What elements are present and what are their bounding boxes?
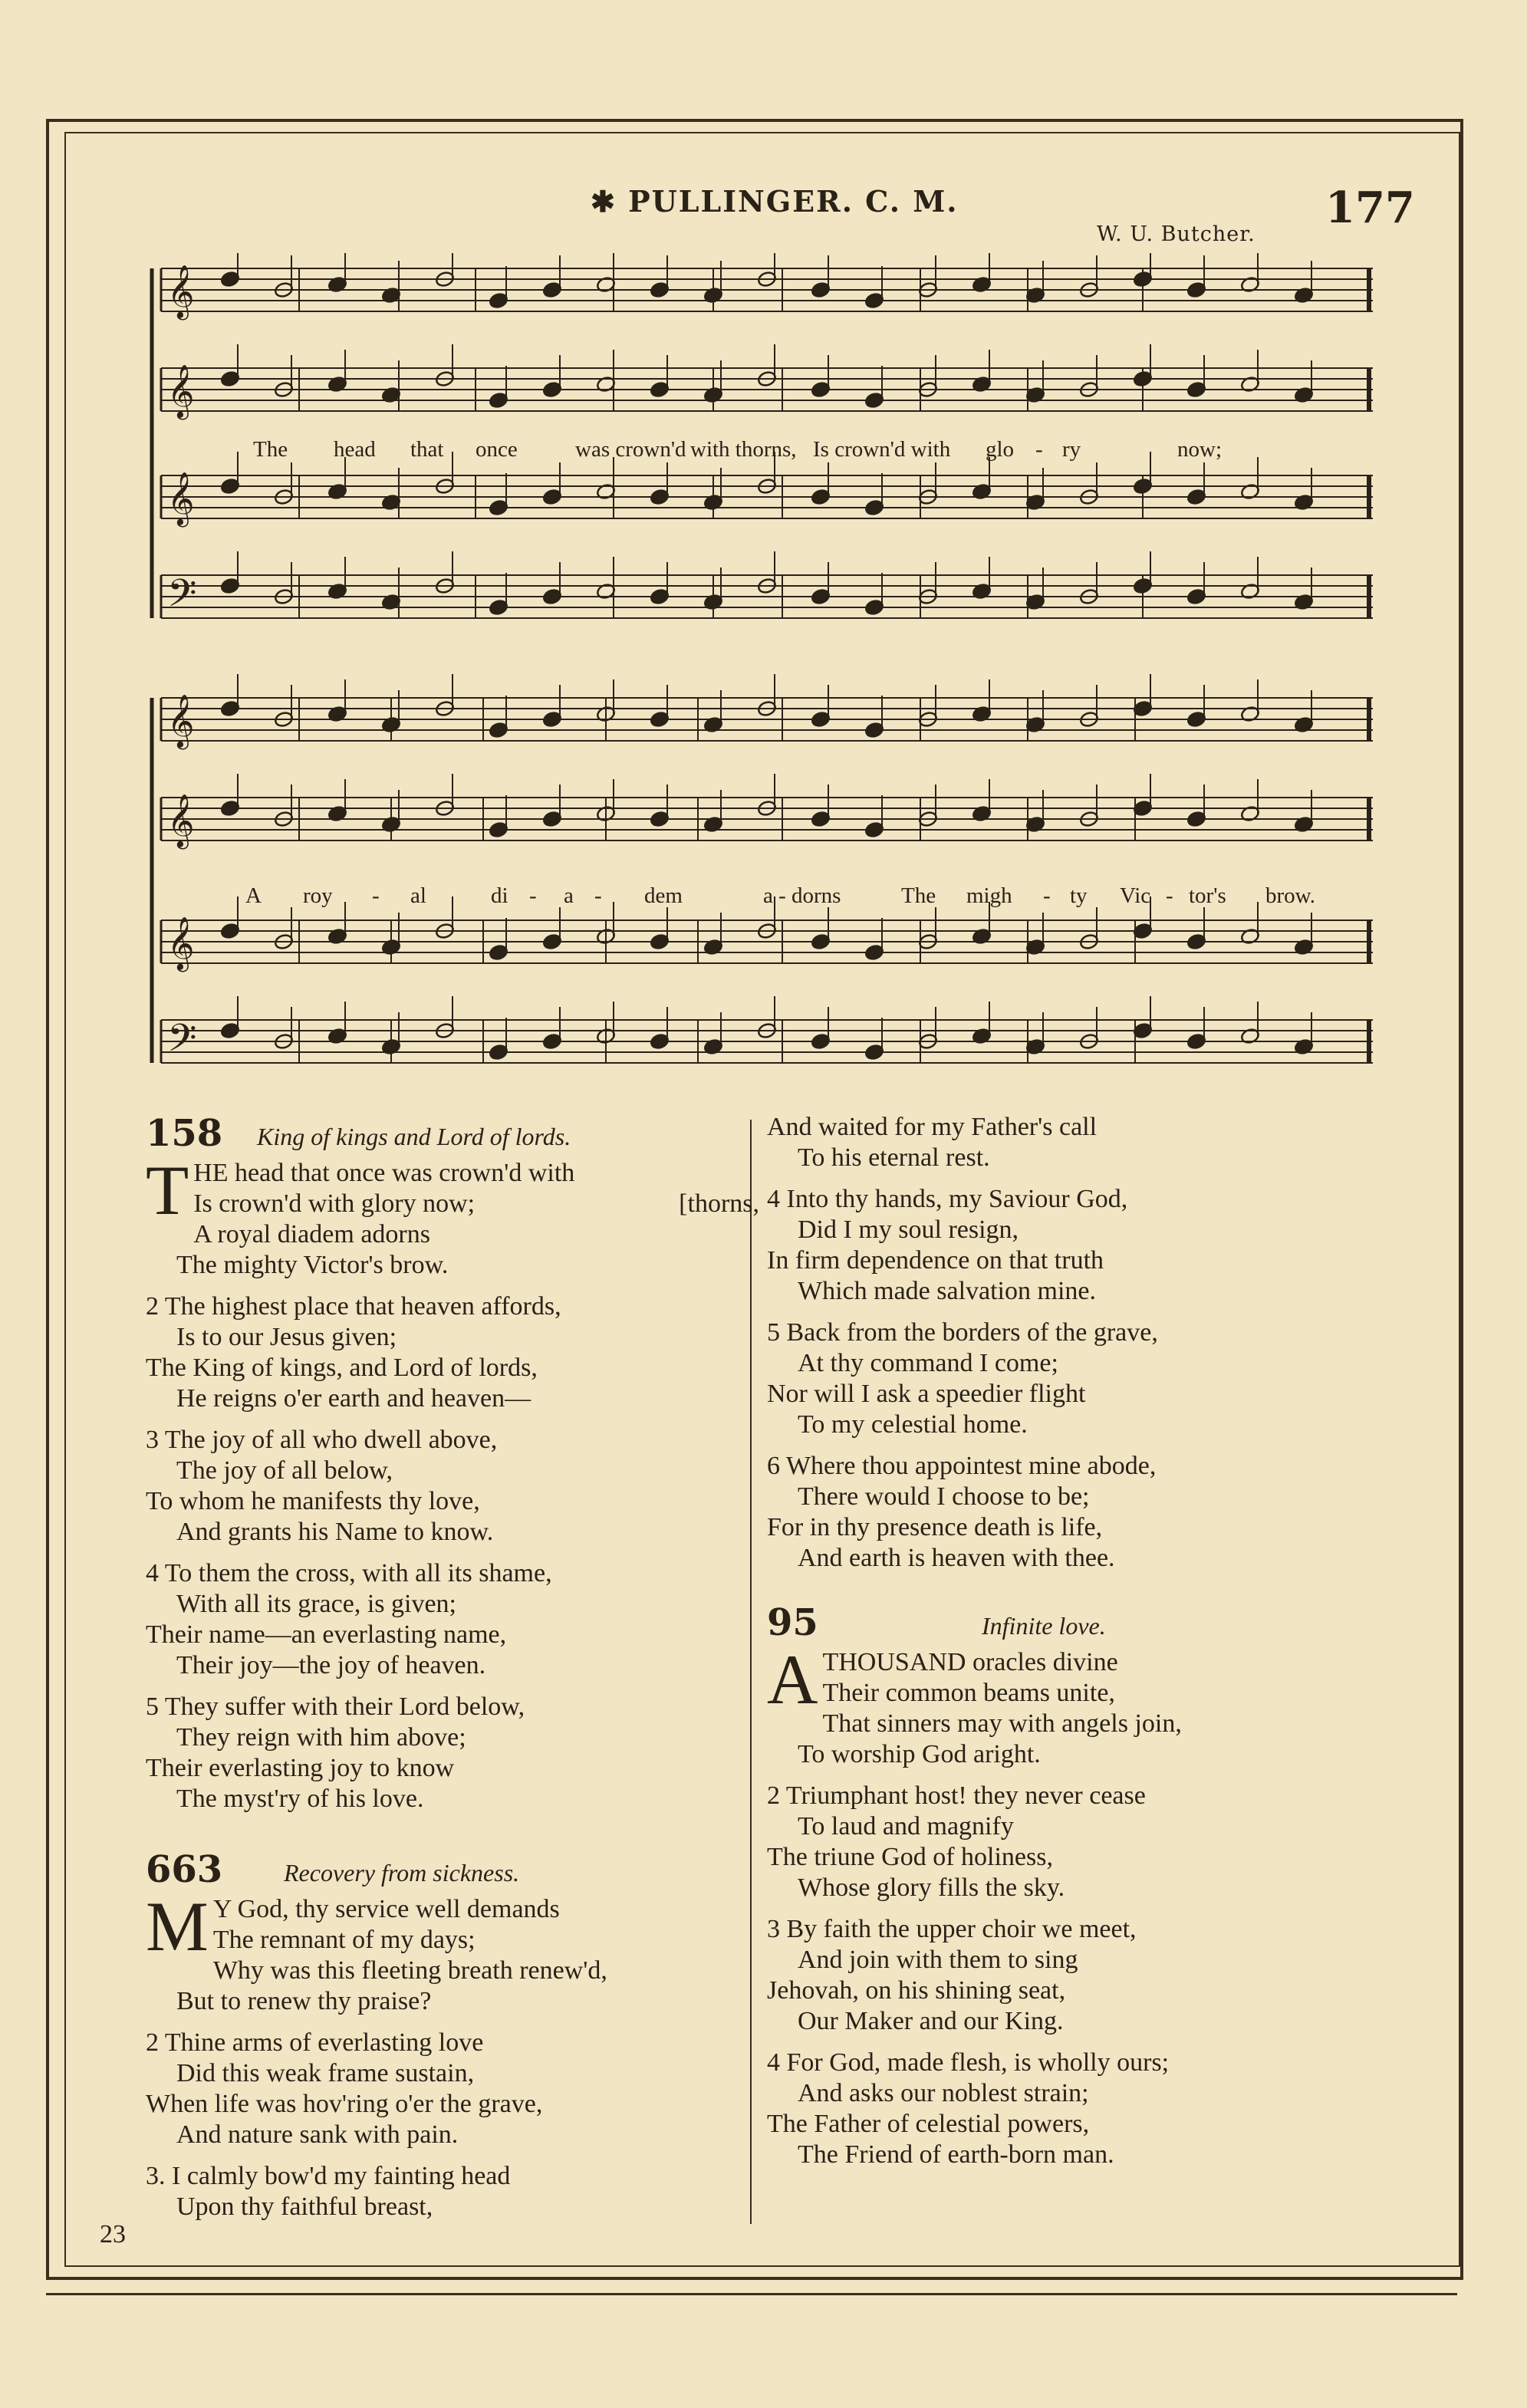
hymn-663-continued (767, 1112, 1319, 1574)
verse-line: 2 The highest place that heaven affords, (146, 1292, 561, 1321)
verse-line: Their name—an everlasting name, (146, 1620, 507, 1649)
hymn-number: 663 (146, 1848, 223, 1891)
verse-line: Did I my soul resign, (798, 1216, 1019, 1244)
bottom-rule (46, 2293, 1457, 2295)
stanza (767, 1451, 1319, 1574)
verse-line: 5 They suffer with their Lord below, (146, 1693, 525, 1721)
verse-line: To my celestial home. (798, 1410, 1028, 1439)
treble-clef-icon: 𝄞 (167, 916, 195, 970)
verse-line: To whom he manifests thy love, (146, 1487, 480, 1515)
verse-line: The Friend of earth-born man. (798, 2140, 1114, 2169)
hymn-heading (767, 1601, 1319, 1647)
score-staves (146, 253, 1388, 1097)
drop-cap: T (146, 1151, 189, 1229)
lyric-syllable: glo (986, 437, 1015, 462)
verse-line: The mighty Victor's brow. (176, 1251, 449, 1279)
verse-line: And join with them to sing (798, 1946, 1078, 1974)
verse-line: The remnant of my days; (212, 1926, 476, 1954)
stanza (146, 1692, 759, 1814)
lyric-syllable: dem (644, 883, 683, 908)
verse-line: 3 By faith the upper choir we meet, (767, 1915, 1137, 1943)
verse-line: Y God, thy service well demands (212, 1895, 560, 1923)
lyric-syllable: that (410, 437, 444, 462)
lyric-syllable: A (245, 883, 262, 908)
lyric-syllable: brow. (1265, 883, 1315, 908)
verse-line: Is crown'd with glory now; (193, 1189, 476, 1218)
verse-line: To worship God aright. (798, 1740, 1041, 1768)
lyric-syllable: a (564, 883, 574, 908)
lyric-syllable: roy (303, 883, 333, 908)
verse-line: And earth is heaven with thee. (798, 1544, 1115, 1572)
stanza (767, 1640, 1319, 1770)
lyric-syllable: - (372, 883, 380, 908)
stanza (146, 1291, 759, 1414)
stanza (767, 2048, 1319, 2170)
lyric-syllable: tor's (1189, 883, 1226, 908)
verse-line-overflow: [thorns, (679, 1189, 759, 1218)
bass-clef-icon: 𝄢 (167, 571, 197, 625)
verse-line: At thy command I come; (798, 1349, 1058, 1377)
verse-line: That sinners may with angels join, (822, 1709, 1182, 1738)
verse-line: 4 To them the cross, with all its shame, (146, 1559, 552, 1587)
verse-line: THOUSAND oracles divine (822, 1648, 1118, 1676)
verse-line: 2 Thine arms of everlasting love (146, 2028, 484, 2057)
verse-line: Our Maker and our King. (798, 2007, 1064, 2035)
stanza (767, 1112, 1319, 1173)
verse-line: Why was this fleeting breath renew'd, (212, 1956, 607, 1985)
verse-line: Did this weak frame sustain, (176, 2059, 475, 2087)
lyrics-line-1 (146, 437, 1388, 468)
treble-clef-icon: 𝄞 (167, 694, 195, 748)
stanza (767, 1914, 1319, 2037)
lyric-syllable: now; (1177, 437, 1222, 462)
verse-line: And grants his Name to know. (176, 1518, 494, 1546)
stanza (146, 1887, 759, 2017)
verse-line: 5 Back from the borders of the grave, (767, 1318, 1158, 1347)
lyric-syllable: al (410, 883, 426, 908)
lyric-syllable: - (1043, 883, 1051, 908)
verse-line: With all its grace, is given; (176, 1590, 456, 1618)
drop-cap: M (146, 1887, 209, 1966)
treble-clef-icon: 𝄞 (167, 364, 195, 418)
stanza (146, 1425, 759, 1548)
hymn-heading (146, 1112, 759, 1158)
lyrics-line-2 (146, 883, 1388, 914)
verse-line: The myst'ry of his love. (176, 1785, 424, 1813)
verse-line: To laud and magnify (798, 1812, 1014, 1841)
lyric-syllable: a - dorns (763, 883, 841, 908)
verse-line: The King of kings, and Lord of lords, (146, 1354, 538, 1382)
verse-line: Which made salvation mine. (798, 1277, 1096, 1305)
hymn-158 (146, 1112, 759, 1814)
hymn-number: 158 (146, 1112, 223, 1155)
lyric-syllable: once (476, 437, 518, 462)
treble-clef-icon: 𝄞 (167, 265, 195, 318)
verse-line: And waited for my Father's call (767, 1113, 1098, 1141)
verse-line: He reigns o'er earth and heaven— (176, 1384, 531, 1413)
verse-line: Their everlasting joy to know (146, 1754, 455, 1782)
hymn-663 (146, 1848, 759, 2222)
hymn-heading (146, 1848, 759, 1894)
verse-line: To his eternal rest. (798, 1143, 990, 1172)
verse-line: Upon thy faithful breast, (176, 2193, 433, 2221)
lyric-syllable: migh (966, 883, 1012, 908)
hymn-title: Recovery from sickness. (284, 1859, 520, 1887)
verse-line: And asks our noblest strain; (798, 2079, 1089, 2107)
lyric-syllable: head (334, 437, 376, 462)
verse-line: 3. I calmly bow'd my fainting head (146, 2162, 511, 2190)
stanza (146, 1558, 759, 1681)
stanza (767, 1184, 1319, 1307)
verse-line: 2 Triumphant host! they never cease (767, 1781, 1146, 1810)
lyric-syllable: The (901, 883, 936, 908)
verse-line: The triune God of holiness, (767, 1843, 1053, 1871)
verse-line: There would I choose to be; (798, 1482, 1090, 1511)
verse-line: HE head that once was crown'd with (193, 1159, 575, 1187)
lyric-syllable: - (1035, 437, 1043, 462)
hymn-95 (767, 1601, 1319, 2170)
verse-line: 6 Where thou appointest mine abode, (767, 1452, 1157, 1480)
verse-line-row (146, 1189, 759, 1219)
lyric-syllable: Is crown'd with (813, 437, 951, 462)
treble-clef-icon: 𝄞 (167, 794, 195, 847)
composer-credit: W. U. Butcher. (1097, 222, 1255, 246)
lyric-syllable: Vic (1120, 883, 1151, 908)
lyric-syllable: was crown'd (575, 437, 686, 462)
left-column (146, 1112, 759, 2245)
verse-line: Nor will I ask a speedier flight (767, 1380, 1086, 1408)
verse-line: Is to our Jesus given; (176, 1323, 397, 1351)
right-column (767, 1112, 1319, 2193)
verse-line: The Father of celestial powers, (767, 2110, 1090, 2138)
bass-clef-icon: 𝄢 (167, 1016, 197, 1070)
verse-line: And nature sank with pain. (176, 2120, 459, 2149)
lyric-syllable: - (529, 883, 537, 908)
verse-line: In firm dependence on that truth (767, 1246, 1104, 1275)
lyric-syllable: ty (1070, 883, 1088, 908)
tune-title: ✱ PULLINGER. C. M. (591, 184, 959, 219)
stanza (146, 2028, 759, 2150)
lyric-syllable: The (253, 437, 288, 462)
verse-line: For in thy presence death is life, (767, 1513, 1103, 1541)
lyric-syllable: with thorns, (690, 437, 797, 462)
lyric-syllable: - (594, 883, 602, 908)
verse-line: When life was hov'ring o'er the grave, (146, 2090, 543, 2118)
verse-line: Jehovah, on his shining seat, (767, 1976, 1066, 2005)
verse-line: Their common beams unite, (822, 1679, 1115, 1707)
signature-mark: 23 (100, 2220, 126, 2248)
stanza (767, 1317, 1319, 1440)
music-score (146, 253, 1388, 1100)
hymn-title: Infinite love. (982, 1612, 1106, 1640)
verse-line: 3 The joy of all who dwell above, (146, 1426, 498, 1454)
treble-clef-icon: 𝄞 (167, 472, 195, 525)
verse-line: A royal diadem adorns (193, 1220, 430, 1248)
stanza (767, 1781, 1319, 1903)
verse-line: 4 For God, made flesh, is wholly ours; (767, 2048, 1170, 2077)
lyric-syllable: di (491, 883, 508, 908)
verse-line: They reign with him above; (176, 1723, 466, 1752)
verse-line: But to renew thy praise? (176, 1987, 432, 2015)
page-header (0, 176, 1527, 245)
verse-line: The joy of all below, (176, 1456, 393, 1485)
verse-line: Their joy—the joy of heaven. (176, 1651, 486, 1679)
hymn-title: King of kings and Lord of lords. (257, 1123, 571, 1150)
verse-line: 4 Into thy hands, my Saviour God, (767, 1185, 1128, 1213)
lyric-syllable: ry (1062, 437, 1081, 462)
page-number: 177 (1325, 183, 1415, 233)
stanza (146, 1151, 759, 1281)
drop-cap: A (767, 1640, 818, 1719)
verse-line: Whose glory fills the sky. (798, 1873, 1065, 1902)
stanza (146, 2161, 759, 2222)
hymn-number: 95 (767, 1601, 818, 1644)
lyric-syllable: - (1166, 883, 1173, 908)
